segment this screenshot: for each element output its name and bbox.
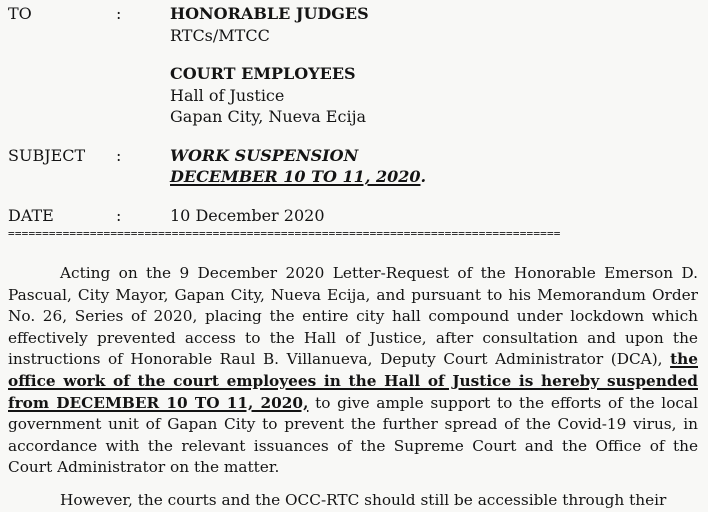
date-colon: : — [116, 206, 122, 225]
paragraph-1-intro: Acting on the 9 December 2020 Letter-Request of the Honorable Emerson D. Pascual, City Mayor, Gapan City, Nueva Ecija, and pursuant to his Memorandum Order No. 26, Series of 2020, placing the entire city hall compound under lockdown which effectively prevented access to the Hall of Justice, after consultation and upon the instructions of Honorable Raul B. Villanueva, Deputy Court Administrator (DCA), — [8, 264, 698, 369]
subject-dates-wrap — [170, 167, 426, 187]
to-addressee-employees: COURT EMPLOYEES — [170, 64, 356, 83]
subject-colon: : — [116, 146, 122, 165]
to-location-city: Gapan City, Nueva Ecija — [170, 107, 367, 126]
paragraph-1-conclusion: to give ample support to the efforts of the local government unit of Gapan City to prevent the further spread of the Covid-19 virus, in accordance with the relevant issuances of the Supreme Court and the Office of the Court Administrator on the matter. — [8, 393, 698, 477]
subject-title: WORK SUSPENSION — [170, 146, 359, 165]
to-addressee-courts: RTCs/MTCC — [170, 26, 270, 45]
to-colon: : — [116, 4, 122, 23]
suspension-notice-highlight: the office work of the court employees in the Hall of Justice is hereby suspended from DECEMBER 10 TO 11, 2020, — [8, 350, 698, 412]
subject-dates: DECEMBER 10 TO 11, 2020 — [170, 167, 421, 186]
date-label: DATE — [8, 206, 54, 225]
body-paragraph-2 — [8, 490, 698, 512]
to-label: TO — [8, 4, 32, 23]
to-addressee-judges: HONORABLE JUDGES — [170, 4, 369, 23]
date-value: 10 December 2020 — [170, 206, 325, 225]
subject-label: SUBJECT — [8, 146, 86, 165]
subject-period: . — [420, 167, 427, 186]
body-paragraph-1 — [8, 263, 698, 479]
paragraph-2-text: However, the courts and the OCC-RTC should still be accessible through their — [60, 491, 667, 509]
separator-rule: ================================================================================= — [8, 228, 561, 240]
to-location-building: Hall of Justice — [170, 86, 285, 105]
